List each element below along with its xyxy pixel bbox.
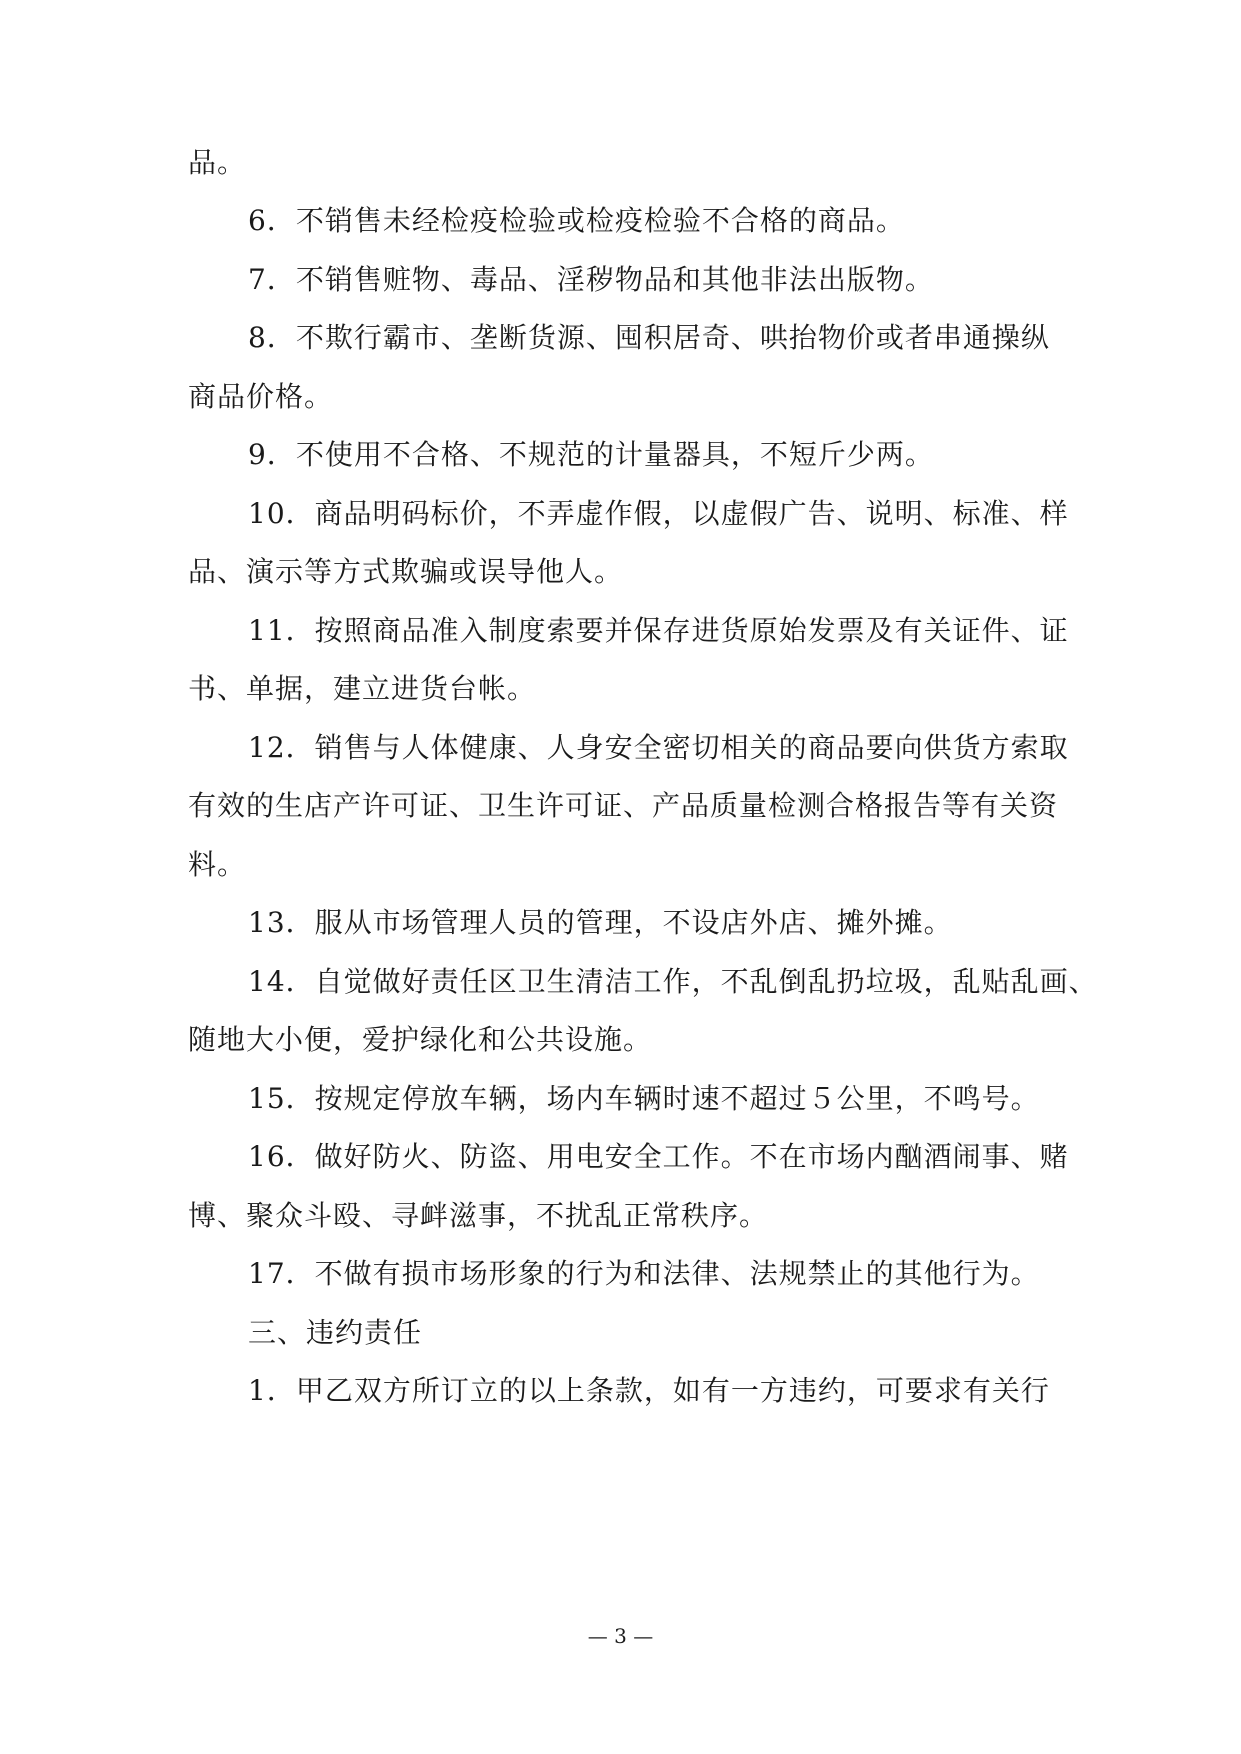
clause-12: 12．销售与人体健康、人身安全密切相关的商品要向供货方索取 [248, 731, 1069, 764]
clause-8: 8．不欺行霸市、垄断货源、囤积居奇、哄抬物价或者串通操纵 [248, 321, 1050, 354]
text-line: 博、聚众斗殴、寻衅滋事，不扰乱正常秩序。 [188, 1199, 769, 1232]
section-heading: 三、违约责任 [248, 1316, 423, 1349]
text-line: 书、单据，建立进货台帐。 [188, 672, 537, 705]
clause-13: 13．服从市场管理人员的管理，不设店外店、摊外摊。 [248, 906, 953, 939]
clause-7: 7．不销售赃物、毒品、淫秽物品和其他非法出版物。 [248, 263, 934, 296]
text-line: 随地大小便，爱护绿化和公共设施。 [188, 1023, 653, 1056]
clause-17: 17．不做有损市场形象的行为和法律、法规禁止的其他行为。 [248, 1257, 1040, 1290]
clause-6: 6．不销售未经检疫检验或检疫检验不合格的商品。 [248, 204, 905, 237]
clause-9: 9．不使用不合格、不规范的计量器具，不短斤少两。 [248, 438, 934, 471]
text-line: 有效的生店产许可证、卫生许可证、产品质量检测合格报告等有关资 [188, 789, 1059, 822]
clause-14: 14．自觉做好责任区卫生清洁工作，不乱倒乱扔垃圾，乱贴乱画、 [248, 965, 1098, 998]
text-line: 商品价格。 [188, 380, 334, 413]
text-line: 品。 [188, 146, 247, 179]
clause-10: 10．商品明码标价，不弄虚作假，以虚假广告、说明、标准、样 [248, 497, 1069, 530]
page-number: — 3 — [587, 1624, 654, 1648]
clause-1: 1．甲乙双方所订立的以上条款，如有一方违约，可要求有关行 [248, 1374, 1050, 1407]
text-line: 料。 [188, 848, 247, 881]
clause-16: 16．做好防火、防盗、用电安全工作。不在市场内酗酒闹事、赌 [248, 1140, 1069, 1173]
text-line: 品、演示等方式欺骗或误导他人。 [188, 555, 624, 588]
clause-11: 11．按照商品准入制度索要并保存进货原始发票及有关证件、证 [248, 614, 1069, 647]
clause-15: 15．按规定停放车辆，场内车辆时速不超过５公里，不鸣号。 [248, 1082, 1040, 1115]
